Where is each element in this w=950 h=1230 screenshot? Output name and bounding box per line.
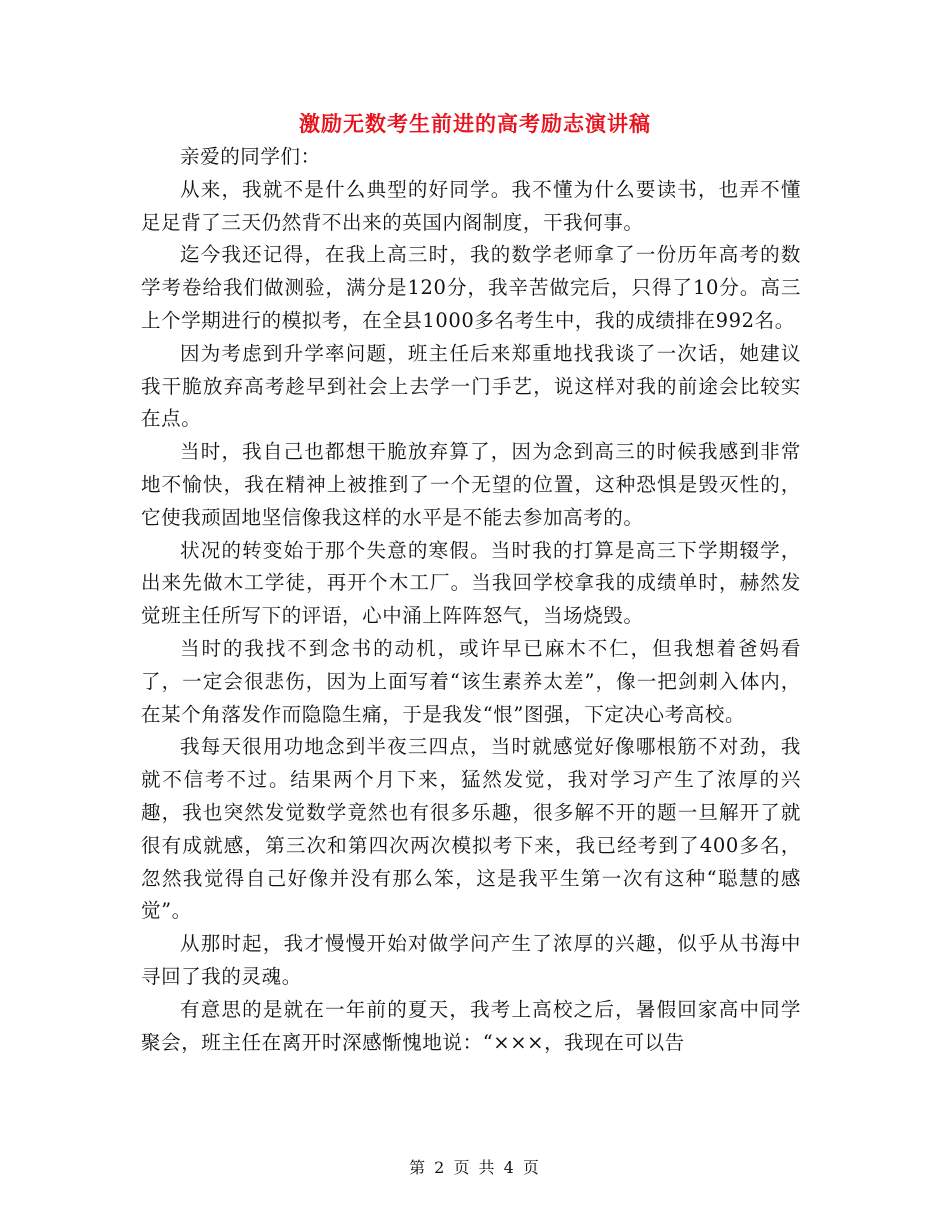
- paragraph: 从那时起，我才慢慢开始对做学问产生了浓厚的兴趣，似乎从书海中寻回了我的灵魂。: [141, 932, 801, 988]
- document-body: [141, 141, 801, 1059]
- paragraph: 从来，我就不是什么典型的好同学。我不懂为什么要读书，也弄不懂足足背了三天仍然背不出来的英国内阁制度，干我何事。: [141, 177, 801, 234]
- paragraph: 当时，我自己也都想干脆放弃算了，因为念到高三的时候我感到非常地不愉快，我在精神上被推到了一个无望的位置，这种恐惧是毁灭性的，它使我顽固地坚信像我这样的水平是不能去参加高考的。: [141, 440, 801, 529]
- page-footer: 第 2 页 共 4 页: [409, 1158, 541, 1177]
- paragraph: 状况的转变始于那个失意的寒假。当时我的打算是高三下学期辍学，出来先做木工学徒，再开个木工厂。当我回学校拿我的成绩单时，赫然发觉班主任所写下的评语，心中涌上阵阵怒气，当场烧毁。: [141, 538, 801, 628]
- paragraph-greeting: 亲爱的同学们：: [180, 145, 321, 168]
- paragraph: 当时的我找不到念书的动机，或许早已麻木不仁，但我想着爸妈看了，一定会很悲伤，因为上面写着“该生素养太差”，像一把剑刺入体内，在某个角落发作而隐隐生痛，于是我发“恨”图强，下定决心考高校。: [141, 636, 801, 726]
- paragraph: 迄今我还记得，在我上高三时，我的数学老师拿了一份历年高考的数学考卷给我们做测验，满分是120分，我辛苦做完后，只得了10分。高三上个学期进行的模拟考，在全县1000多名考生中，我的成绩排在992名。: [141, 243, 801, 332]
- paragraph: 有意思的是就在一年前的夏天，我考上高校之后，暑假回家高中同学聚会，班主任在离开时深感惭愧地说：“×××，我现在可以告: [141, 997, 801, 1054]
- paragraph: 我每天很用功地念到半夜三四点，当时就感觉好像哪根筋不对劲，我就不信考不过。结果两个月下来，猛然发觉，我对学习产生了浓厚的兴趣，我也突然发觉数学竟然也有很多乐趣，很多解不开的题一旦解开了就很有成就感，第三次和第四次两次模拟考下来，我已经考到了400多名，忽然我觉得自己好像并没有那么笨，这是我平生第一次有这种“聪慧的感觉”。: [141, 735, 801, 923]
- document-title: 激励无数考生前进的高考励志演讲稿: [299, 112, 651, 136]
- paragraph: 因为考虑到升学率问题，班主任后来郑重地找我谈了一次话，她建议我干脆放弃高考趁早到社会上去学一门手艺，说这样对我的前途会比较实在点。: [141, 341, 801, 431]
